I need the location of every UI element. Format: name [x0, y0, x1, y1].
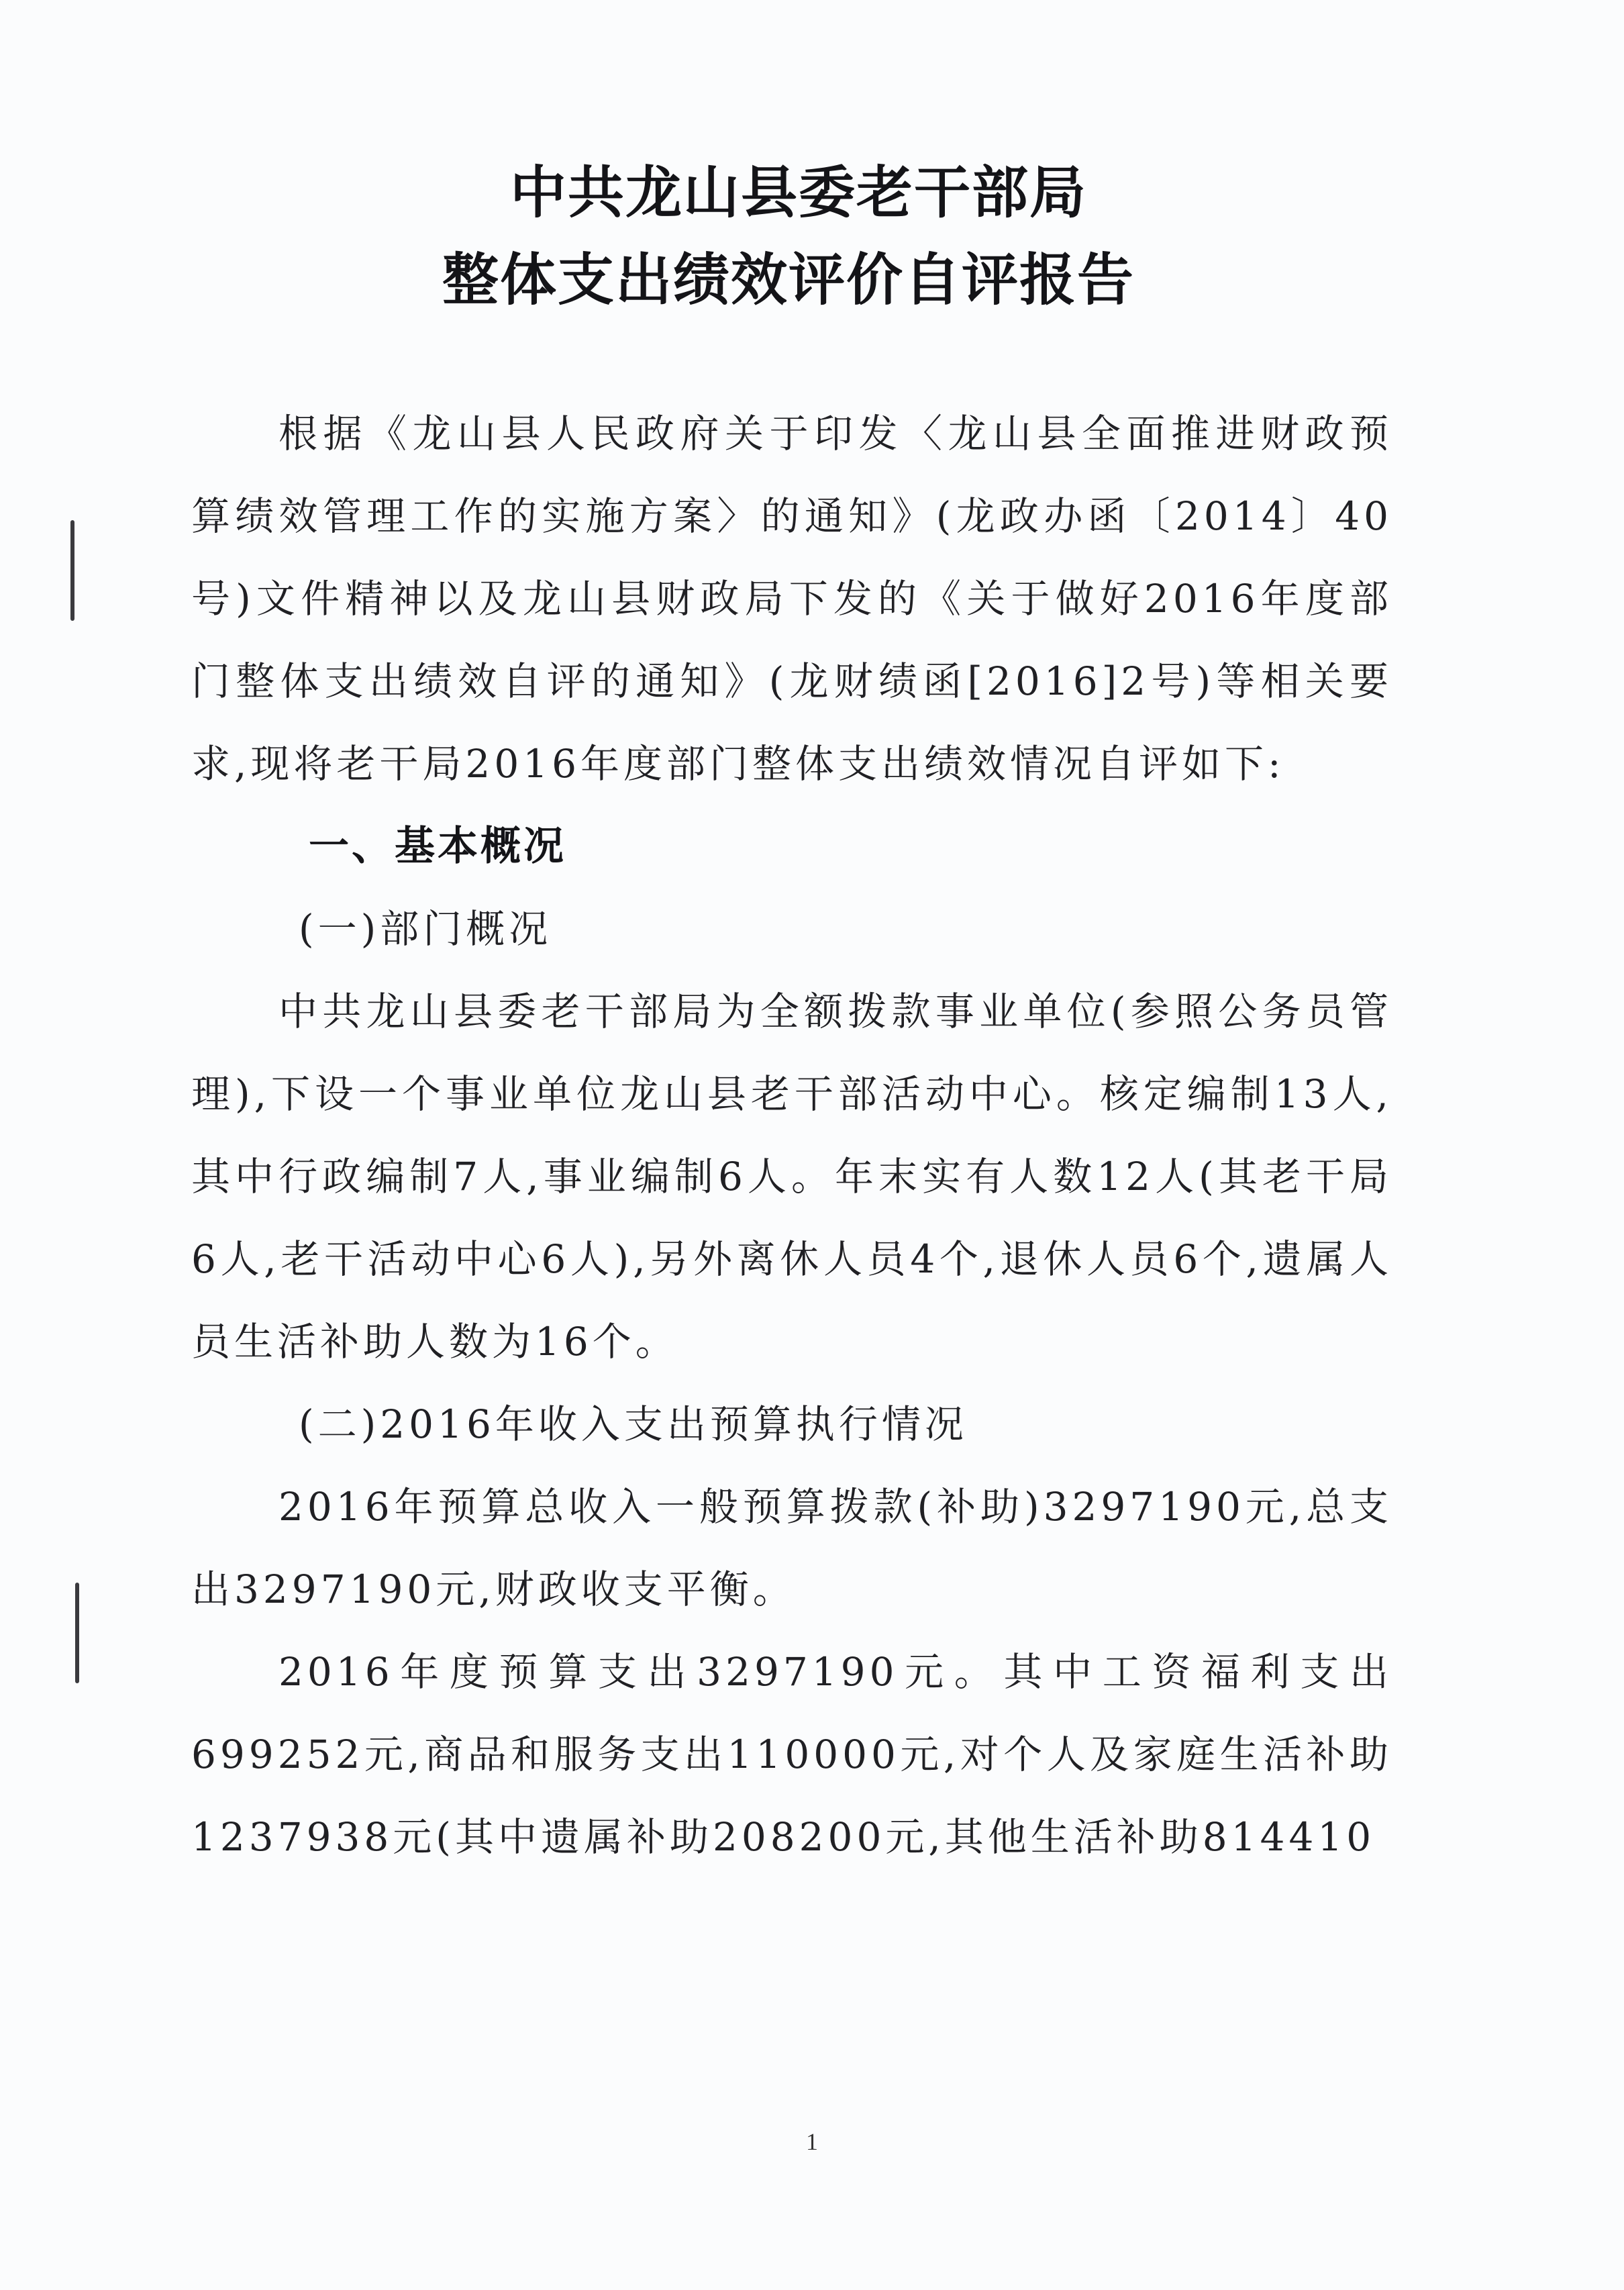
subheading-department-overview: (一)部门概况: [299, 906, 552, 952]
section-heading-basic-overview: 一、基本概况: [309, 823, 566, 870]
binding-staple-mark: [70, 520, 74, 621]
budget-expenditure-paragraph: 2016年度预算支出3297190元。其中工资福利支出699252元,商品和服务支出110000元,对个人及家庭生活补助1237938元(其中遗属补助208200元,其他生活补助814410: [191, 1649, 1392, 1860]
subheading-budget-execution: (二)2016年收入支出预算执行情况: [299, 1401, 968, 1447]
department-overview-paragraph: 中共龙山县委老干部局为全额拨款事业单位(参照公务员管理),下设一个事业单位龙山县老干部活动中心。核定编制13人,其中行政编制7人,事业编制6人。年末实有人数12人(其老干局6人,老干活动中心6人),另外离休人员4个,退休人员6个,遗属人员生活补助人数为16个。: [191, 989, 1392, 1364]
document-title-line-2: 整体支出绩效评价自评报告: [442, 246, 1135, 313]
document-body: [191, 393, 1392, 1879]
intro-paragraph: 根据《龙山县人民政府关于印发〈龙山县全面推进财政预算绩效管理工作的实施方案〉的通知》(龙政办函〔2014〕40号)文件精神以及龙山县财政局下发的《关于做好2016年度部门整体支出绩效自评的通知》(龙财绩函[2016]2号)等相关要求,现将老干局2016年度部门整体支出绩效情况自评如下:: [191, 411, 1392, 787]
budget-revenue-paragraph: 2016年预算总收入一般预算拨款(补助)3297190元,总支出3297190元,财政收支平衡。: [191, 1484, 1392, 1612]
document-title-line-1: 中共龙山县委老干部局: [509, 159, 1087, 226]
binding-staple-mark: [75, 1583, 79, 1683]
page-number: 1: [806, 2128, 818, 2155]
